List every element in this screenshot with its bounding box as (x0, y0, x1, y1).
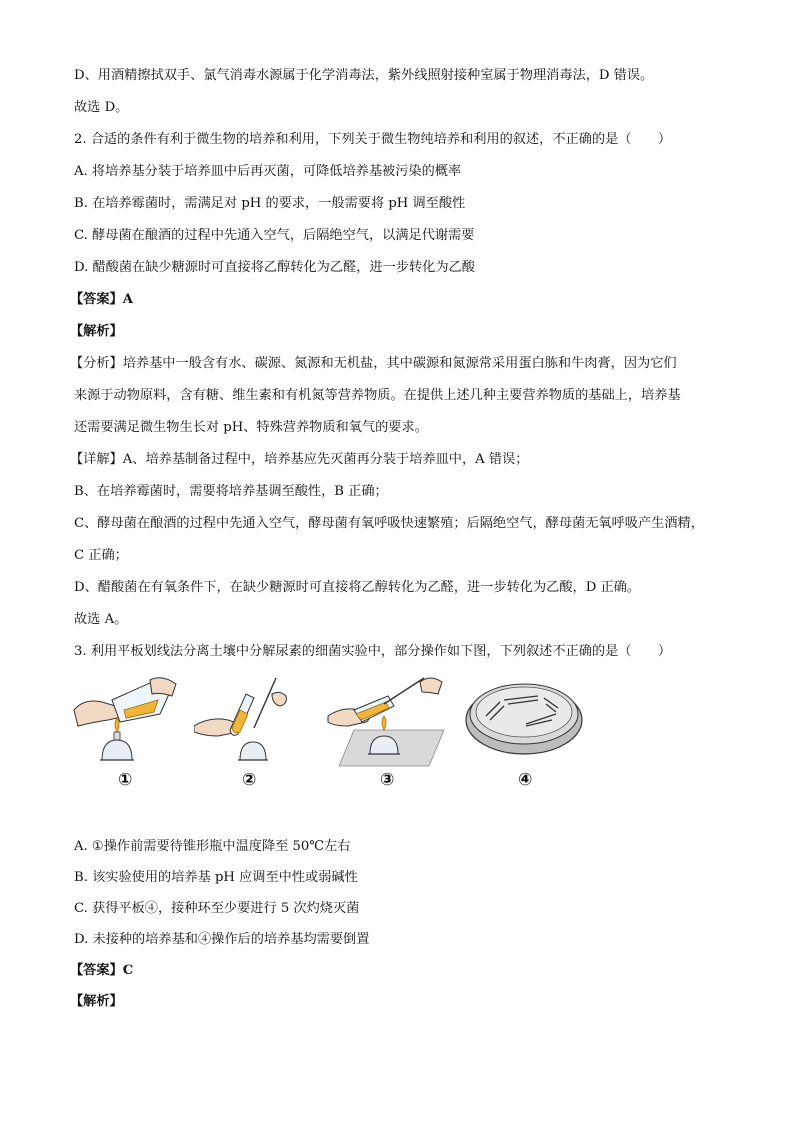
analysis-heading: 【解析】 (70, 994, 123, 1009)
option-a: A. 将培养基分装于培养皿中后再灭菌，可降低培养基被污染的概率 (74, 164, 462, 179)
pouring-illustration (72, 670, 182, 770)
text-line: 还需要满足微生物生长对 pH、特殊营养物质和氧气的要求。 (74, 420, 428, 435)
text-line: D、醋酸菌在有氧条件下，在缺少糖源时可直接将乙醇转化为乙醛，进一步转化为乙酸，D 正确。 (74, 580, 641, 595)
figure-procedure (72, 670, 592, 800)
figure-label-1: ① (118, 770, 133, 790)
flame-sterilize-illustration (324, 670, 454, 770)
figure-label-4: ④ (518, 770, 533, 790)
question-stem: 2. 合适的条件有利于微生物的培养和利用，下列关于微生物纯培养和利用的叙述，不正确的是（ ） (74, 132, 672, 147)
test-tube-illustration (194, 670, 304, 770)
answer-label: 【答案】A (70, 292, 133, 307)
option-c: C. 酵母菌在酿酒的过程中先通入空气，后隔绝空气，以满足代谢需要 (74, 228, 475, 243)
figure-label-3: ③ (380, 770, 395, 790)
question-stem: 3. 利用平板划线法分离土壤中分解尿素的细菌实验中，部分操作如下图，下列叙述不正确的是（ ） (74, 644, 672, 659)
petri-dish-illustration (464, 670, 584, 770)
figure-label-2: ② (242, 770, 257, 790)
text-line: B、在培养霉菌时，需要将培养基调至酸性，B 正确； (74, 484, 388, 499)
text-line: 故选 A。 (74, 612, 128, 627)
text-line: D、用酒精擦拭双手、氯气消毒水源属于化学消毒法，紫外线照射接种室属于物理消毒法，D 错误。 (74, 68, 654, 83)
option-d: D. 醋酸菌在缺少糖源时可直接将乙醇转化为乙醛，进一步转化为乙酸 (74, 260, 475, 275)
option-a: A. ①操作前需要待锥形瓶中温度降至 50℃左右 (74, 839, 351, 854)
text-line: C、酵母菌在酿酒的过程中先通入空气，酵母菌有氧呼吸快速繁殖；后隔绝空气，酵母菌无氧呼吸产生酒精， (74, 516, 704, 531)
text-line: 来源于动物原料，含有糖、维生素和有机氮等营养物质。在提供上述几种主要营养物质的基础上，培养基 (74, 388, 681, 403)
text-line: 【详解】A、培养基制备过程中，培养基应先灭菌再分装于培养皿中，A 错误； (70, 452, 529, 467)
option-b: B. 该实验使用的培养基 pH 应调至中性或弱碱性 (74, 870, 358, 885)
option-c: C. 获得平板④，接种环至少要进行 5 次灼烧灭菌 (74, 901, 360, 916)
text-line: 故选 D。 (74, 100, 129, 115)
analysis-heading: 【解析】 (70, 324, 123, 339)
option-b: B. 在培养霉菌时，需满足对 pH 的要求，一般需要将 pH 调至酸性 (74, 196, 466, 211)
text-line: C 正确； (74, 548, 128, 563)
text-line: 【分析】培养基中一般含有水、碳源、氮源和无机盐，其中碳源和氮源常采用蛋白胨和牛肉膏，因为它们 (70, 356, 677, 371)
answer-label: 【答案】C (70, 963, 134, 978)
option-d: D. 未接种的培养基和④操作后的培养基均需要倒置 (74, 932, 370, 947)
